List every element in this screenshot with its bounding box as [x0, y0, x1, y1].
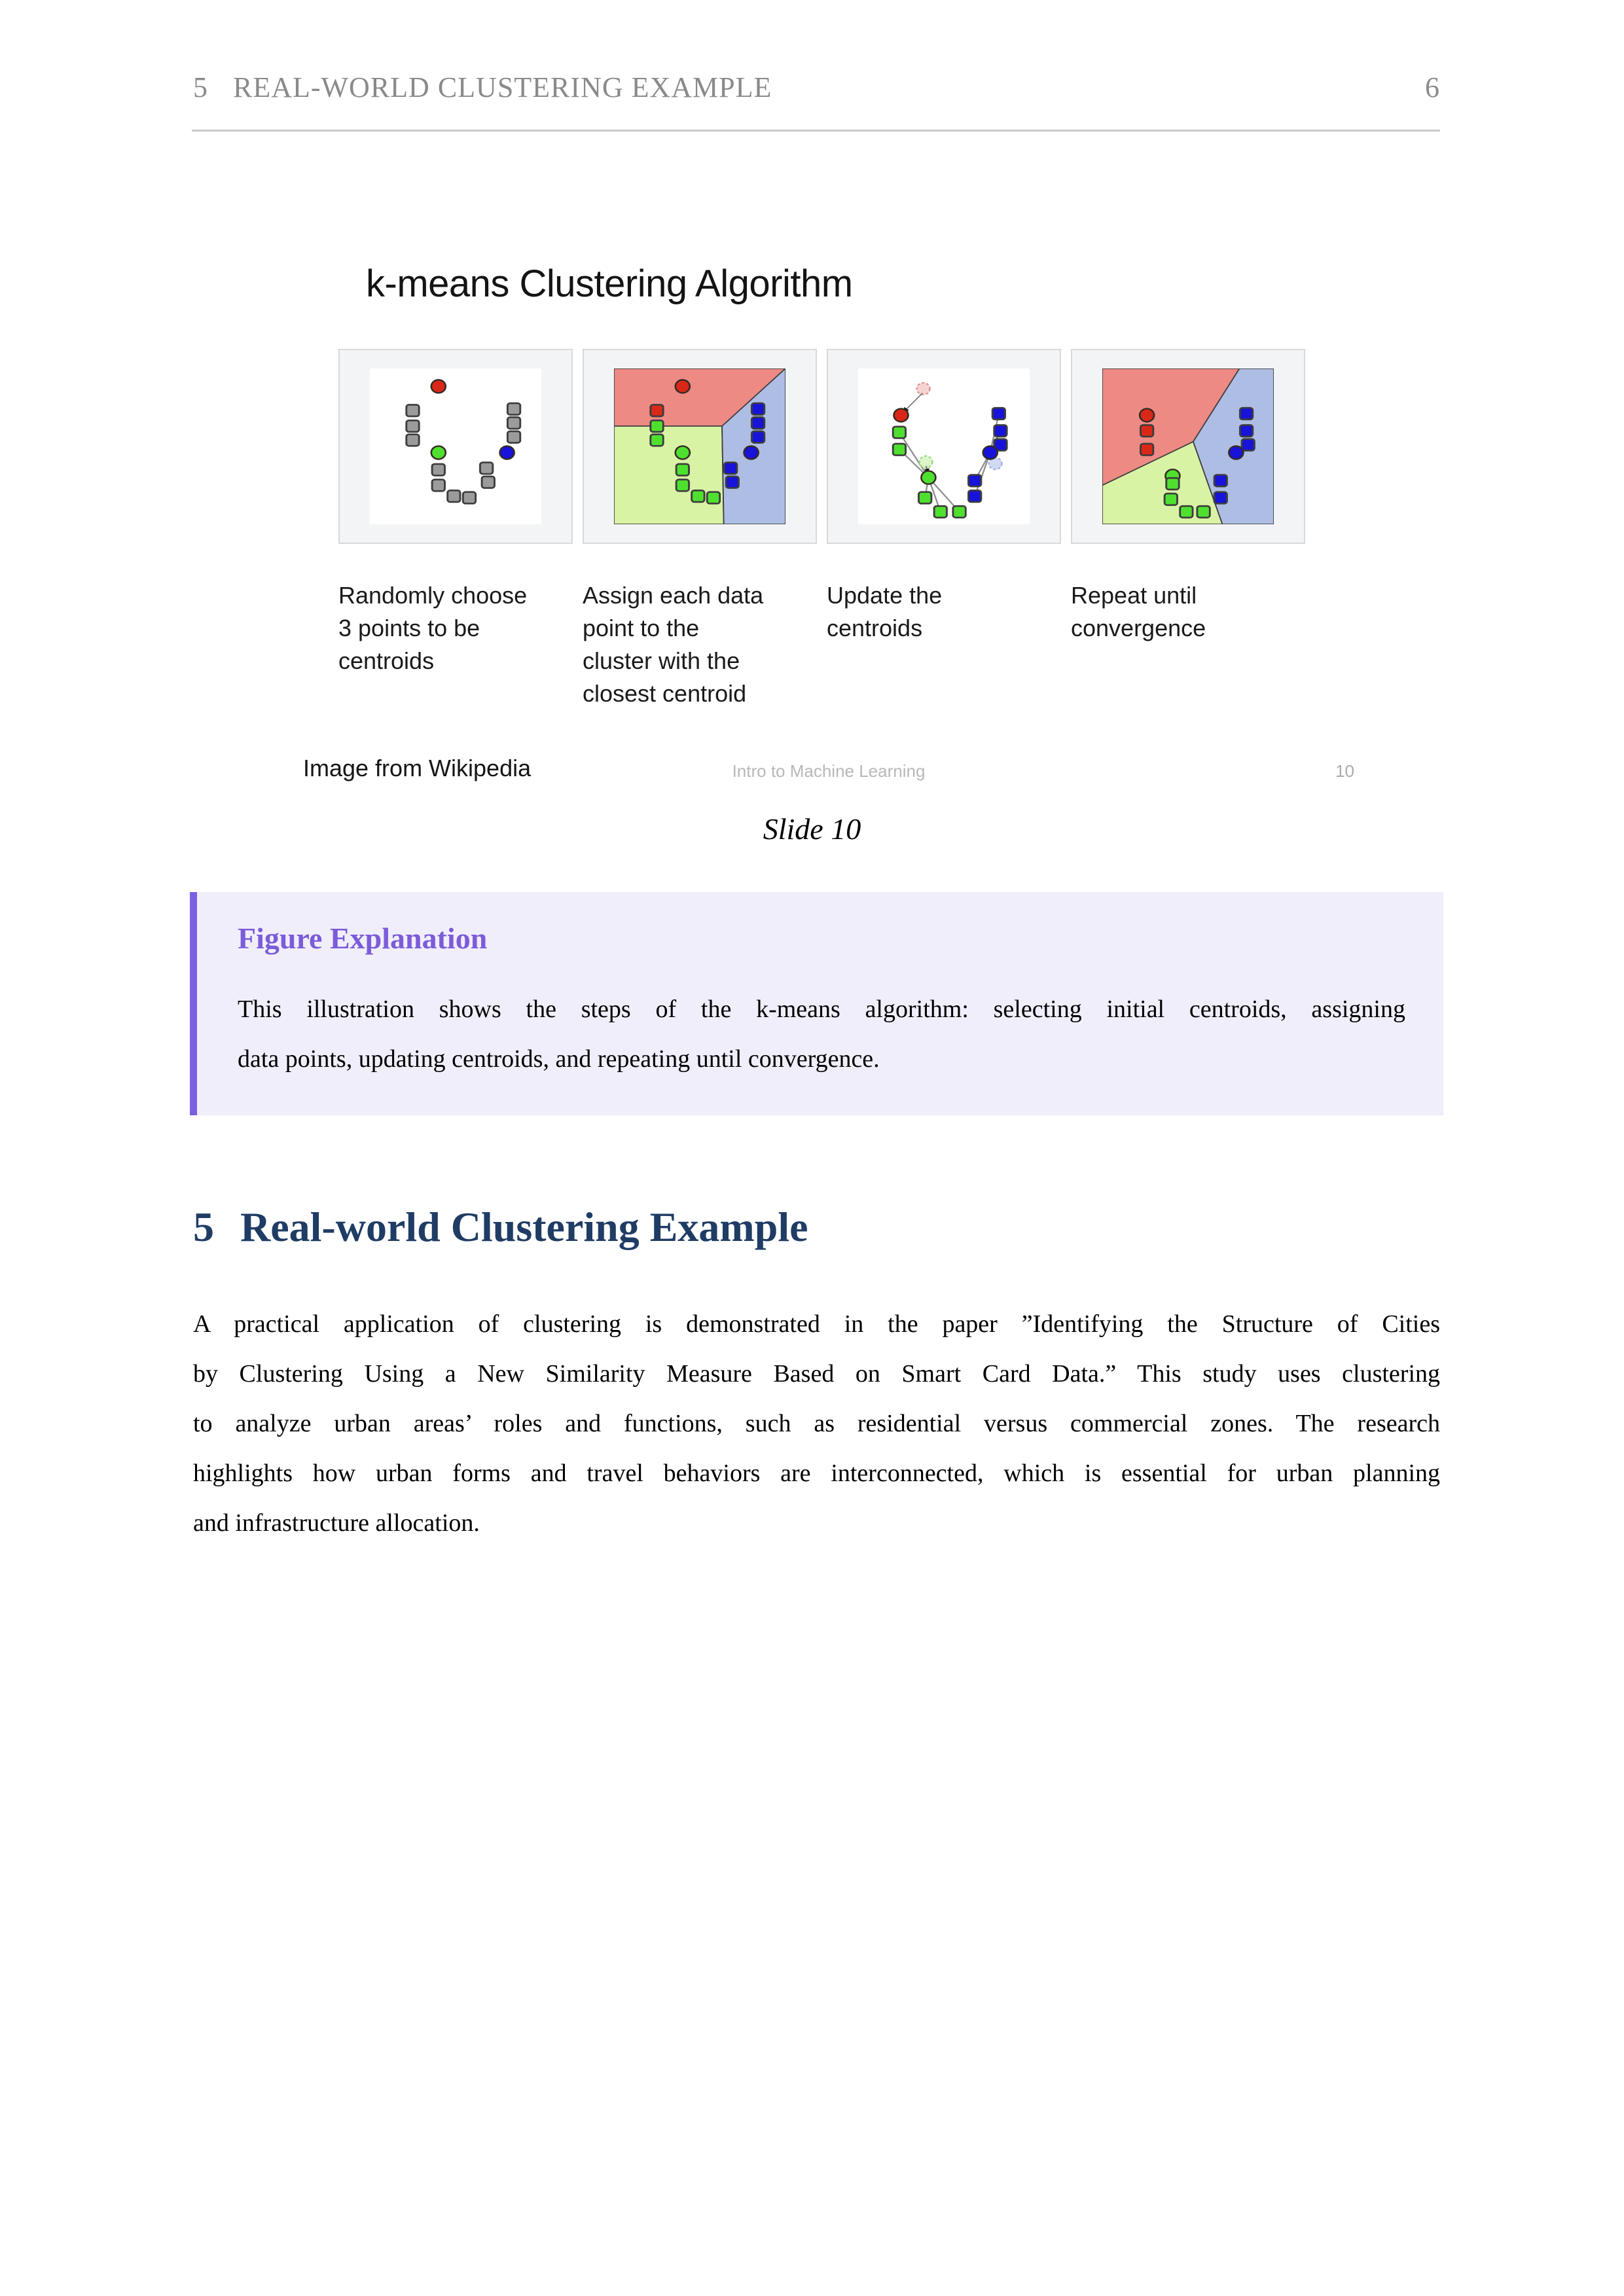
running-header [193, 71, 1440, 104]
kmeans-step3-panel [827, 349, 1061, 544]
section-heading [193, 1203, 808, 1251]
header-title [193, 71, 772, 104]
section-title: Real-world Clustering Example [240, 1204, 808, 1250]
slide-figure [298, 259, 1358, 789]
header-section-number: 5 [193, 71, 208, 103]
image-credit: Image from Wikipedia [303, 755, 532, 781]
paragraph-line: highlights how urban forms and travel behaviors are interconnected, which is essential for urban planning [193, 1460, 1440, 1487]
kmeans-captions-row [338, 579, 1305, 710]
step4-caption: Repeat until convergence [1071, 582, 1206, 641]
paragraph-line: and infrastructure allocation. [193, 1509, 480, 1537]
kmeans-step2-panel [583, 349, 817, 544]
paragraph-line: A practical application of clustering is demonstrated in the paper ”Identifying the Structure of Cities [193, 1310, 1440, 1338]
section-number: 5 [193, 1204, 214, 1250]
step3-caption: Update the centroids [827, 582, 943, 641]
paragraph-line: by Clustering Using a New Similarity Measure Based on Smart Card Data.” This study uses clustering [193, 1360, 1440, 1388]
slide-course-name: Intro to Machine Learning [732, 761, 926, 781]
figure-explanation-text [238, 984, 1405, 1084]
header-rule [192, 130, 1440, 132]
body-paragraph [193, 1299, 1440, 1548]
step1-caption: Randomly choose 3 points to be centroids [338, 582, 528, 674]
figure-explanation-title: Figure Explanation [238, 922, 488, 955]
paragraph-line: to analyze urban areas’ roles and functions, such as residential versus commercial zones. The research [193, 1410, 1440, 1437]
slide-page-number: 10 [1335, 761, 1354, 781]
kmeans-panels-row [338, 349, 1305, 544]
kmeans-step4-panel [1071, 349, 1305, 544]
explanation-line: data points, updating centroids, and repeating until convergence. [238, 1045, 880, 1073]
slide-title: k-means Clustering Algorithm [366, 262, 853, 305]
step2-caption: Assign each data point to the cluster with the closest centroid [583, 582, 764, 707]
figure-explanation-box [190, 892, 1443, 1115]
header-page-number: 6 [1425, 71, 1440, 103]
header-section-title: REAL-WORLD CLUSTERING EXAMPLE [233, 71, 772, 103]
kmeans-step1-panel [338, 349, 573, 544]
explanation-line: This illustration shows the steps of the k-means algorithm: selecting initial centroids, assigning [238, 996, 1405, 1023]
slide-caption: Slide 10 [763, 812, 861, 846]
